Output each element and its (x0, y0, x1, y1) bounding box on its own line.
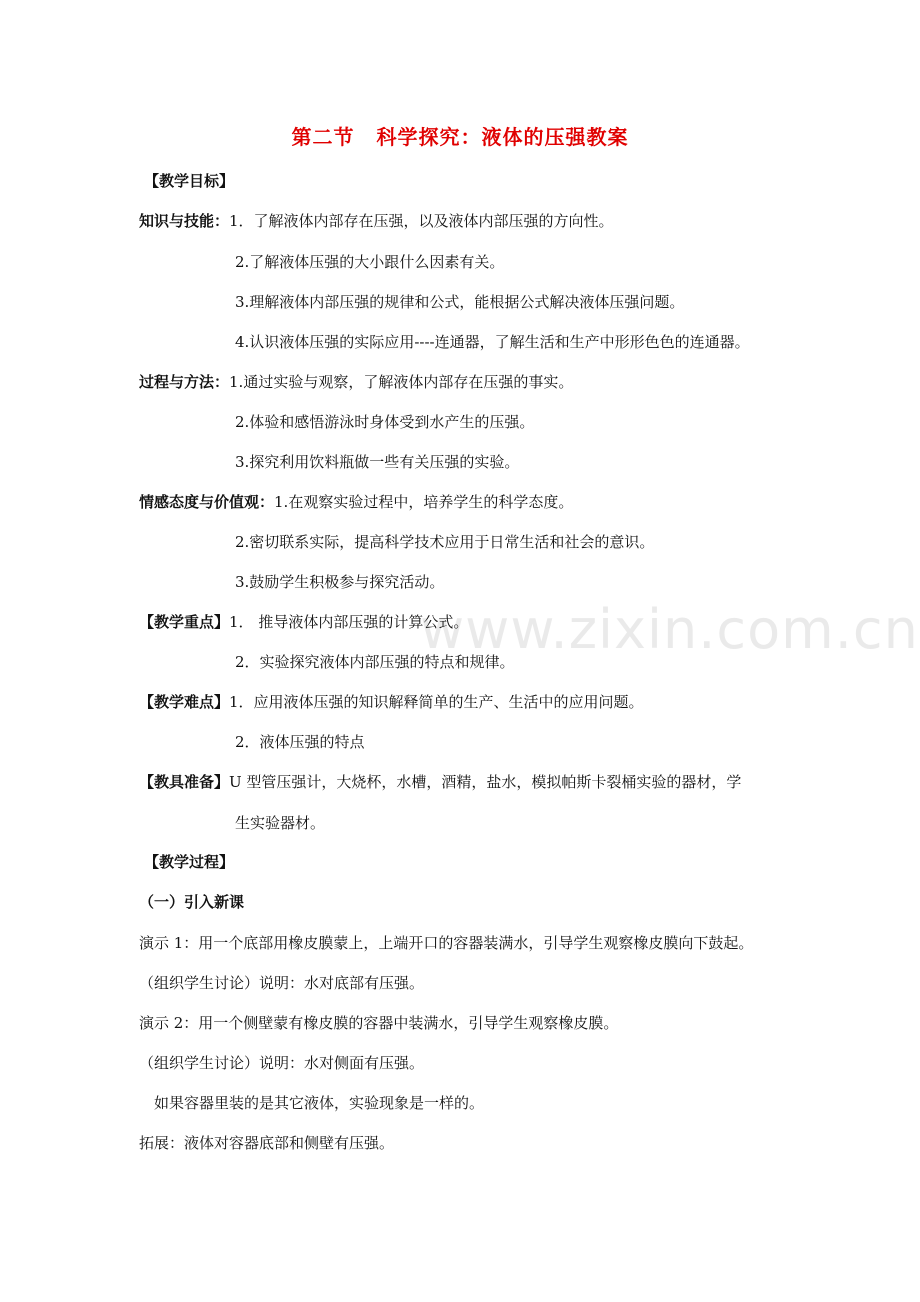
knowledge-line-1 (139, 211, 614, 231)
materials-label: 【教具准备】 (139, 773, 230, 791)
difficulty-item: 1．应用液体压强的知识解释简单的生产、生活中的应用问题。 (229, 693, 644, 711)
body-paragraph: 演示 1：用一个底部用橡皮膜蒙上，上端开口的容器装满水，引导学生观察橡皮膜向下鼓起。 (139, 934, 754, 952)
key-points-line-1 (139, 612, 468, 632)
body-paragraph: 演示 2：用一个侧壁蒙有橡皮膜的容器中装满水，引导学生观察橡皮膜。 (139, 1014, 619, 1032)
difficulties-line-1 (139, 692, 644, 712)
process-label: 过程与方法： (139, 373, 230, 391)
knowledge-item: 2.了解液体压强的大小跟什么因素有关。 (235, 253, 505, 271)
emotion-item: 1.在观察实验过程中，培养学生的科学态度。 (274, 493, 574, 511)
process-line-1 (139, 372, 573, 392)
knowledge-item: 1．了解液体内部存在压强，以及液体内部压强的方向性。 (229, 212, 614, 230)
knowledge-label: 知识与技能： (139, 212, 230, 230)
key-points-label: 【教学重点】 (139, 613, 230, 631)
process-item: 2.体验和感悟游泳时身体受到水产生的压强。 (235, 413, 535, 431)
emotion-item: 2.密切联系实际，提高科学技术应用于日常生活和社会的意识。 (235, 533, 655, 551)
intro-heading: （一）引入新课 (139, 893, 245, 911)
emotion-line-1 (139, 492, 573, 512)
body-paragraph: 拓展：液体对容器底部和侧壁有压强。 (139, 1134, 395, 1152)
body-paragraph: （组织学生讨论）说明：水对底部有压强。 (139, 974, 425, 992)
title-text: 科学探究：液体的压强教案 (376, 125, 629, 149)
title-section: 第二节 (291, 125, 355, 149)
page-title (0, 121, 920, 150)
difficulty-item: 2．液体压强的特点 (235, 733, 365, 751)
materials-text-cont: 生实验器材。 (235, 814, 326, 832)
goals-heading: 【教学目标】 (144, 172, 235, 190)
key-point-item: 2．实验探究液体内部压强的特点和规律。 (235, 653, 515, 671)
process-heading: 【教学过程】 (144, 853, 235, 871)
body-paragraph: 如果容器里装的是其它液体，实验现象是一样的。 (154, 1094, 485, 1112)
process-item: 3.探究利用饮料瓶做一些有关压强的实验。 (235, 453, 520, 471)
key-point-item: 1． 推导液体内部压强的计算公式。 (229, 613, 469, 631)
knowledge-item: 3.理解液体内部压强的规律和公式，能根据公式解决液体压强问题。 (235, 293, 685, 311)
emotion-label: 情感态度与价值观： (139, 493, 275, 511)
materials-line-1 (139, 772, 741, 792)
materials-text: U 型管压强计，大烧杯，水槽，酒精，盐水，模拟帕斯卡裂桶实验的器材，学 (229, 773, 742, 791)
difficulties-label: 【教学难点】 (139, 693, 230, 711)
body-paragraph: （组织学生讨论）说明：水对侧面有压强。 (139, 1054, 425, 1072)
watermark-text: www.zixin.com.cn (420, 598, 919, 661)
process-item: 1.通过实验与观察，了解液体内部存在压强的事实。 (229, 373, 574, 391)
knowledge-item: 4.认识液体压强的实际应用----连通器，了解生活和生产中形形色色的连通器。 (235, 333, 750, 351)
emotion-item: 3.鼓励学生积极参与探究活动。 (235, 573, 445, 591)
